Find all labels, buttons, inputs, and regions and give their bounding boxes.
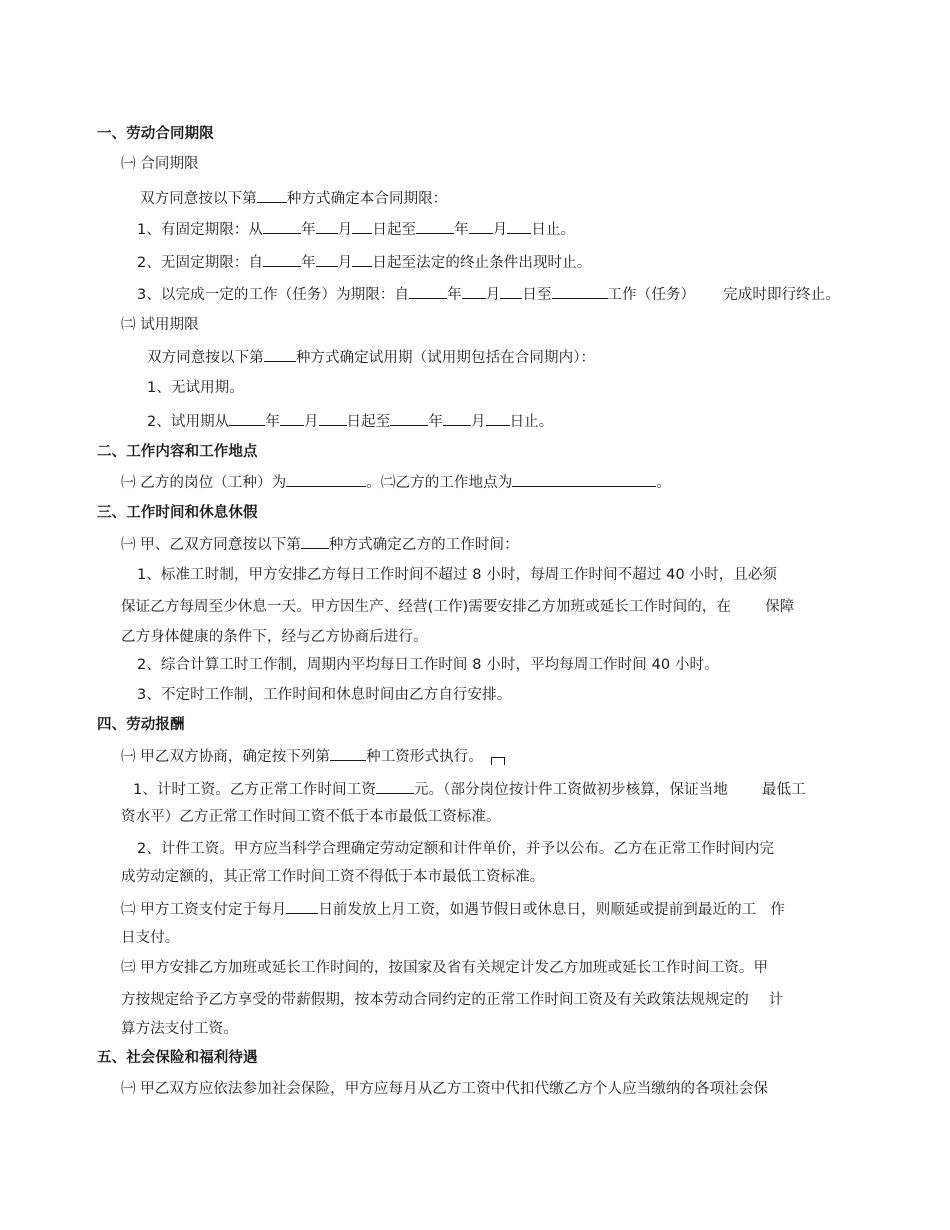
start-day-blank[interactable] <box>352 218 372 234</box>
pay-day-blank[interactable] <box>286 898 318 914</box>
term-option-blank[interactable] <box>257 187 287 203</box>
pay-date-line-1: ㈡ 甲方工资支付定于每月 日前发放上月工资，如遇节假日或休息日，则顺延或提前到最近的工 作 <box>121 898 785 920</box>
end-month-blank[interactable] <box>469 218 493 234</box>
start-day-blank[interactable] <box>500 283 522 299</box>
section-3-heading: 三、工作时间和休息休假 <box>97 505 258 521</box>
start-year-blank[interactable] <box>409 283 447 299</box>
trial-end-day-blank[interactable] <box>486 410 510 426</box>
term-option-3: 3、以完成一定的工作（任务）为期限：自 年 月 日至 工作（任务） 完成时即行终止。 <box>137 283 840 305</box>
start-month-blank[interactable] <box>316 218 338 234</box>
overtime-line-3: 算方法支付工资。 <box>121 1021 238 1037</box>
overtime-line-2: 方按规定给予乙方享受的带薪假期，按本劳动合同约定的正常工作时间工资及有关政策法规规定的 计 <box>121 992 784 1008</box>
social-insurance-line-1: ㈠ 甲乙双方应依法参加社会保险，甲方应每月从乙方工资中代扣代缴乙方个人应当缴纳的各项社会保 <box>121 1081 769 1097</box>
job-and-location: ㈠ 乙方的岗位（工种）为 。㈡乙方的工作地点为 。 <box>121 471 671 493</box>
term-intro: 双方同意按以下第 种方式确定本合同期限： <box>140 187 447 209</box>
hours-option-blank[interactable] <box>301 533 329 549</box>
trial-intro: 双方同意按以下第 种方式确定试用期（试用期包括在合同期内）： <box>147 346 595 368</box>
start-year-blank[interactable] <box>263 218 301 234</box>
section-2-heading: 二、工作内容和工作地点 <box>97 444 258 460</box>
comprehensive-hours: 2、综合计算工时工作制，周期内平均每日工作时间 8 小时，平均每周工作时间 40 小时。 <box>137 657 719 673</box>
end-year-blank[interactable] <box>416 218 454 234</box>
trial-option-2: 2、试用期从 年 月 日起至 年 月 日止。 <box>147 410 553 432</box>
section-4-heading: 四、劳动报酬 <box>97 717 185 733</box>
end-day-blank[interactable] <box>507 218 531 234</box>
time-wage-line-2: 资水平）乙方正常工作时间工资不低于本市最低工资标准。 <box>121 809 501 825</box>
pay-date-line-2: 日支付。 <box>121 930 180 946</box>
trial-end-year-blank[interactable] <box>390 410 428 426</box>
term-option-2: 2、无固定期限：自 年 月 日起至法定的终止条件出现时止。 <box>137 251 591 273</box>
work-hours-intro: ㈠ 甲、乙双方同意按以下第 种方式确定乙方的工作时间： <box>121 533 519 555</box>
wage-form-intro: ㈠ 甲乙双方协商，确定按下列第 种工资形式执行。 <box>121 745 505 767</box>
standard-hours-line-2: 保证乙方每周至少休息一天。甲方因生产、经营(工作)需要安排乙方加班或延长工作时间的，在 保障 <box>121 599 795 615</box>
start-month-blank[interactable] <box>316 251 338 267</box>
start-day-blank[interactable] <box>352 251 372 267</box>
subsection-trial-period: ㈡ 试用期限 <box>121 317 199 333</box>
trial-start-month-blank[interactable] <box>280 410 304 426</box>
start-month-blank[interactable] <box>462 283 486 299</box>
piece-wage-line-2: 成劳动定额的，其正常工作时间工资不得低于本市最低工资标准。 <box>121 869 545 885</box>
time-wage-line-1: 1、计时工资。乙方正常工作时间工资 元。（部分岗位按计件工资做初步核算，保证当地 最低工 <box>133 778 806 800</box>
section-1-heading: 一、劳动合同期限 <box>97 126 214 142</box>
trial-end-month-blank[interactable] <box>443 410 471 426</box>
term-option-1: 1、有固定期限：从 年 月 日起至 年 月 日止。 <box>137 218 575 240</box>
overtime-line-1: ㈢ 甲方安排乙方加班或延长工作时间的，按国家及省有关规定计发乙方加班或延长工作时间工资。甲 <box>121 960 769 976</box>
flexible-hours: 3、不定时工作制，工作时间和休息时间由乙方自行安排。 <box>137 687 512 703</box>
trial-option-blank[interactable] <box>264 346 296 362</box>
subsection-contract-term: ㈠ 合同期限 <box>121 156 199 172</box>
job-position-blank[interactable] <box>286 471 366 487</box>
standard-hours-line-3: 乙方身体健康的条件下，经与乙方协商后进行。 <box>121 629 428 645</box>
trial-start-day-blank[interactable] <box>319 410 347 426</box>
section-5-heading: 五、社会保险和福利待遇 <box>97 1050 258 1066</box>
task-blank[interactable] <box>552 283 608 299</box>
paragraph-mark-icon <box>491 757 505 765</box>
trial-option-1: 1、无试用期。 <box>147 380 244 396</box>
work-location-blank[interactable] <box>512 471 656 487</box>
standard-hours-line-1: 1、标准工时制，甲方安排乙方每日工作时间不超过 8 小时，每周工作时间不超过 40 小时，且必须 <box>137 567 778 583</box>
trial-start-year-blank[interactable] <box>229 410 265 426</box>
wage-form-blank[interactable] <box>330 745 366 761</box>
start-year-blank[interactable] <box>263 251 301 267</box>
wage-amount-blank[interactable] <box>376 778 414 794</box>
piece-wage-line-1: 2、计件工资。甲方应当科学合理确定劳动定额和计件单价，并予以公布。乙方在正常工作时间内完 <box>137 841 775 857</box>
